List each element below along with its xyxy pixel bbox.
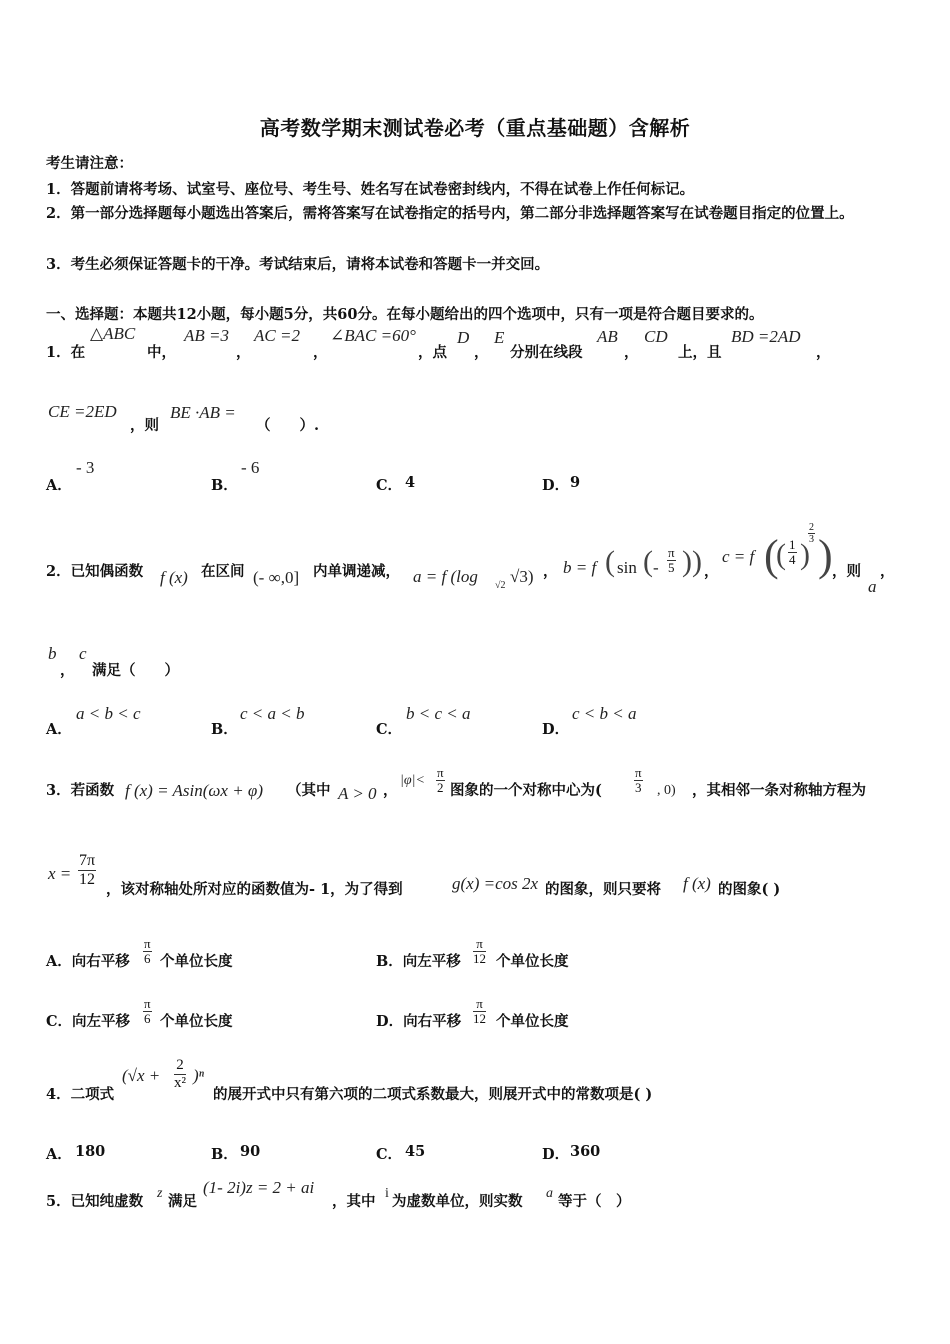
q1-angle: ∠BAC =60°	[330, 326, 416, 345]
q3-center-num: π	[635, 765, 642, 780]
q2-log-arg: √3)	[510, 567, 534, 586]
q3-option-d-frac	[473, 997, 486, 1026]
q1-text: ，则	[130, 417, 159, 434]
q1-text: 中，	[147, 344, 176, 361]
q4-option-a-label: A．	[46, 1146, 72, 1163]
q2-option-c-value: b < c < a	[406, 704, 471, 723]
q1-comma: ，	[313, 344, 328, 361]
q2-b-frac-num: π	[668, 545, 675, 560]
q4-expr-right: )ⁿ	[193, 1066, 205, 1085]
q1-point-e: E	[494, 328, 505, 347]
q4-option-c-label: C．	[376, 1146, 403, 1163]
q2-paren: )	[800, 538, 810, 571]
q5-text: 为虚数单位，则实数	[392, 1193, 523, 1210]
q3-option-b-label: B．向左平移	[376, 953, 461, 970]
q5-equation: (1- 2i)z = 2 + ai	[203, 1178, 315, 1197]
q3-option-d-num: π	[473, 997, 486, 1012]
q3-option-b-tail: 个单位长度	[496, 953, 569, 970]
q1-option-a-value: - 3	[76, 458, 95, 477]
q2-text: 满足（ ）	[92, 662, 179, 679]
q4-option-d-value: 360	[570, 1143, 601, 1160]
q2-fx: f (x)	[160, 568, 188, 587]
q3-text: （其中	[287, 782, 331, 799]
q3-phi-frac	[436, 766, 445, 795]
notice-item: 2．第一部分选择题每小题选出答案后，需将答案写在试卷指定的括号内，第二部分非选择题答案写在试卷题目指定的位置上。	[46, 205, 854, 222]
q1-dot-product: BE ·AB =	[170, 403, 236, 422]
section-heading: 一、选择题：本题共12小题，每小题5分，共60分。在每小题给出的四个选项中，只有一项是符合题目要求的。	[46, 306, 764, 323]
q2-a-def: a = f (log	[413, 567, 478, 586]
q3-option-c-num: π	[144, 996, 151, 1011]
q2-b-frac-den: 5	[668, 560, 675, 575]
q3-option-b-num: π	[473, 937, 486, 952]
q3-fx2: f (x)	[683, 874, 711, 893]
q2-c-exp-num: 2	[809, 522, 814, 533]
q2-interval: (- ∞,0]	[253, 568, 300, 587]
notice-item: 1．答题前请将考场、试室号、座位号、考生号、姓名写在试卷密封线内，不得在试卷上作任何标记。	[46, 181, 695, 198]
q2-comma: ，	[704, 563, 719, 580]
q3-text: 的图象，则只要将	[545, 881, 661, 898]
q4-option-b-label: B．	[211, 1146, 238, 1163]
q1-option-c-value: 4	[405, 474, 416, 491]
q1-point-d: D	[457, 328, 470, 347]
q1-paren: （ ）.	[256, 417, 320, 434]
notice-item: 3．考生必须保证答题卡的干净。考试结束后，请将本试卷和答题卡一并交回。	[46, 256, 550, 273]
q2-minus: -	[653, 558, 659, 577]
q5-text: 满足	[168, 1193, 197, 1210]
page-title: 高考数学期末测试卷必考（重点基础题）含解析	[259, 116, 691, 140]
q2-paren: (	[643, 545, 653, 578]
q1-option-b-value: - 6	[241, 458, 260, 477]
q3-option-a-label: A．向右平移	[46, 953, 130, 970]
q3-center-den: 3	[635, 780, 642, 795]
q1-option-c-label: C．	[376, 477, 403, 494]
q1-number: 1．在	[46, 344, 86, 361]
q1-ac: AC =2	[254, 326, 300, 345]
q2-text: 在区间	[201, 563, 245, 580]
q1-seg-ab: AB	[597, 327, 618, 346]
q4-frac-num: 2	[174, 1057, 186, 1075]
q2-comma: ，	[880, 563, 895, 580]
q4-text: 的展开式中只有第六项的二项式系数最大，则展开式中的常数项是( )	[213, 1086, 653, 1103]
q4-option-d-label: D．	[542, 1146, 570, 1163]
q4-number: 4．二项式	[46, 1086, 115, 1103]
q4-frac	[174, 1057, 186, 1092]
q2-text: 内单调递减，	[313, 563, 400, 580]
q1-comma: ，	[474, 344, 489, 361]
q2-paren: )	[682, 545, 692, 578]
q2-paren: (	[764, 531, 779, 580]
q2-var-a: a	[868, 577, 877, 596]
q3-text: ，其相邻一条对称轴方程为	[692, 782, 866, 799]
q3-cond-a: A > 0	[338, 784, 377, 803]
q3-option-a-num: π	[144, 936, 151, 951]
q2-comma: ，	[543, 563, 558, 580]
q3-option-d-den: 12	[473, 1011, 486, 1026]
q5-text: 等于（ ）	[558, 1193, 631, 1210]
q3-option-a-frac	[143, 937, 152, 966]
q2-log-base: √2	[495, 580, 506, 591]
q3-axis-den: 12	[79, 871, 96, 888]
q2-option-d-label: D．	[542, 721, 570, 738]
q2-c-frac-den: 4	[789, 552, 796, 567]
q3-option-d-tail: 个单位长度	[496, 1013, 569, 1030]
q2-b-def: b = f	[563, 558, 597, 577]
q3-option-b-den: 12	[473, 951, 486, 966]
q1-ab: AB =3	[184, 326, 229, 345]
notice-heading: 考生请注意：	[46, 155, 133, 172]
q1-comma: ，	[624, 344, 639, 361]
q2-c-frac-num: 1	[789, 537, 796, 552]
q3-option-c-label: C．向左平移	[46, 1013, 131, 1030]
q4-option-b-value: 90	[240, 1143, 261, 1160]
q2-paren: )	[818, 531, 833, 580]
q3-option-c-frac	[143, 997, 152, 1026]
q1-text: ，点	[418, 344, 447, 361]
q2-c-exponent	[808, 522, 815, 545]
q1-option-b-label: B．	[211, 477, 238, 494]
q3-text: 图象的一个对称中心为(	[450, 782, 602, 799]
q5-i: i	[385, 1186, 389, 1201]
q1-comma: ，	[816, 344, 831, 361]
q2-b-frac	[667, 546, 676, 575]
q4-frac-den: x²	[174, 1075, 186, 1091]
q3-option-d-label: D．向右平移	[376, 1013, 462, 1030]
q1-ce: CE =2ED	[48, 402, 117, 421]
q2-c-frac	[788, 538, 797, 567]
q1-option-d-value: 9	[570, 474, 581, 491]
q1-seg-cd: CD	[644, 327, 668, 346]
q2-var-c: c	[79, 644, 87, 663]
q1-bd: BD =2AD	[731, 327, 801, 346]
q3-axis-num: 7π	[79, 852, 96, 869]
q2-option-d-value: c < b < a	[572, 704, 637, 723]
q2-c-exp-den: 3	[809, 534, 814, 545]
q4-option-c-value: 45	[405, 1143, 426, 1160]
q3-option-c-den: 6	[144, 1011, 151, 1026]
q2-option-a-label: A．	[46, 721, 72, 738]
q5-a: a	[546, 1186, 553, 1201]
q2-paren: )	[692, 545, 702, 578]
q3-option-b-frac	[473, 937, 486, 966]
q3-phi-den: 2	[437, 780, 444, 795]
q5-number: 5．已知纯虚数	[46, 1193, 144, 1210]
q1-comma: ，	[236, 344, 251, 361]
q3-option-a-tail: 个单位长度	[160, 953, 233, 970]
q2-text: ，则	[832, 563, 861, 580]
q2-option-a-value: a < b < c	[76, 704, 141, 723]
q3-center-frac	[634, 766, 643, 795]
q1-triangle: △ABC	[90, 324, 136, 343]
q4-expr-left: (√x +	[122, 1066, 161, 1085]
q4-option-a-value: 180	[75, 1143, 106, 1160]
q2-option-c-label: C．	[376, 721, 403, 738]
q2-c-def: c = f	[722, 547, 755, 566]
q3-fx: f (x) = Asin(ωx + φ)	[125, 781, 263, 800]
q2-number: 2．已知偶函数	[46, 563, 144, 580]
q2-var-b: b	[48, 644, 57, 663]
q1-text: 分别在线段	[510, 344, 583, 361]
q3-cond-phi: |φ|<	[400, 773, 425, 788]
q3-text: ，该对称轴处所对应的函数值为- 1，为了得到	[106, 881, 403, 898]
q2-comma: ，	[60, 662, 75, 679]
q2-sin: sin	[617, 558, 637, 577]
q2-paren: (	[605, 545, 615, 578]
q3-gx: g(x) =cos 2x	[452, 874, 539, 893]
q3-comma: ，	[383, 782, 398, 799]
q3-center-y: , 0)	[657, 783, 676, 798]
q2-option-b-value: c < a < b	[240, 704, 305, 723]
q2-paren: (	[776, 538, 786, 571]
q1-option-d-label: D．	[542, 477, 570, 494]
q3-axis-x: x =	[48, 864, 72, 883]
q3-axis-frac	[78, 852, 96, 889]
q3-text: 的图象( )	[718, 881, 781, 898]
q3-option-a-den: 6	[144, 951, 151, 966]
q3-option-c-tail: 个单位长度	[160, 1013, 233, 1030]
q1-option-a-label: A．	[46, 477, 72, 494]
q2-option-b-label: B．	[211, 721, 238, 738]
q1-text: 上，且	[678, 344, 722, 361]
q5-z: z	[157, 1186, 163, 1201]
q3-phi-num: π	[437, 765, 444, 780]
q3-number: 3．若函数	[46, 782, 115, 799]
q5-text: ，其中	[332, 1193, 376, 1210]
